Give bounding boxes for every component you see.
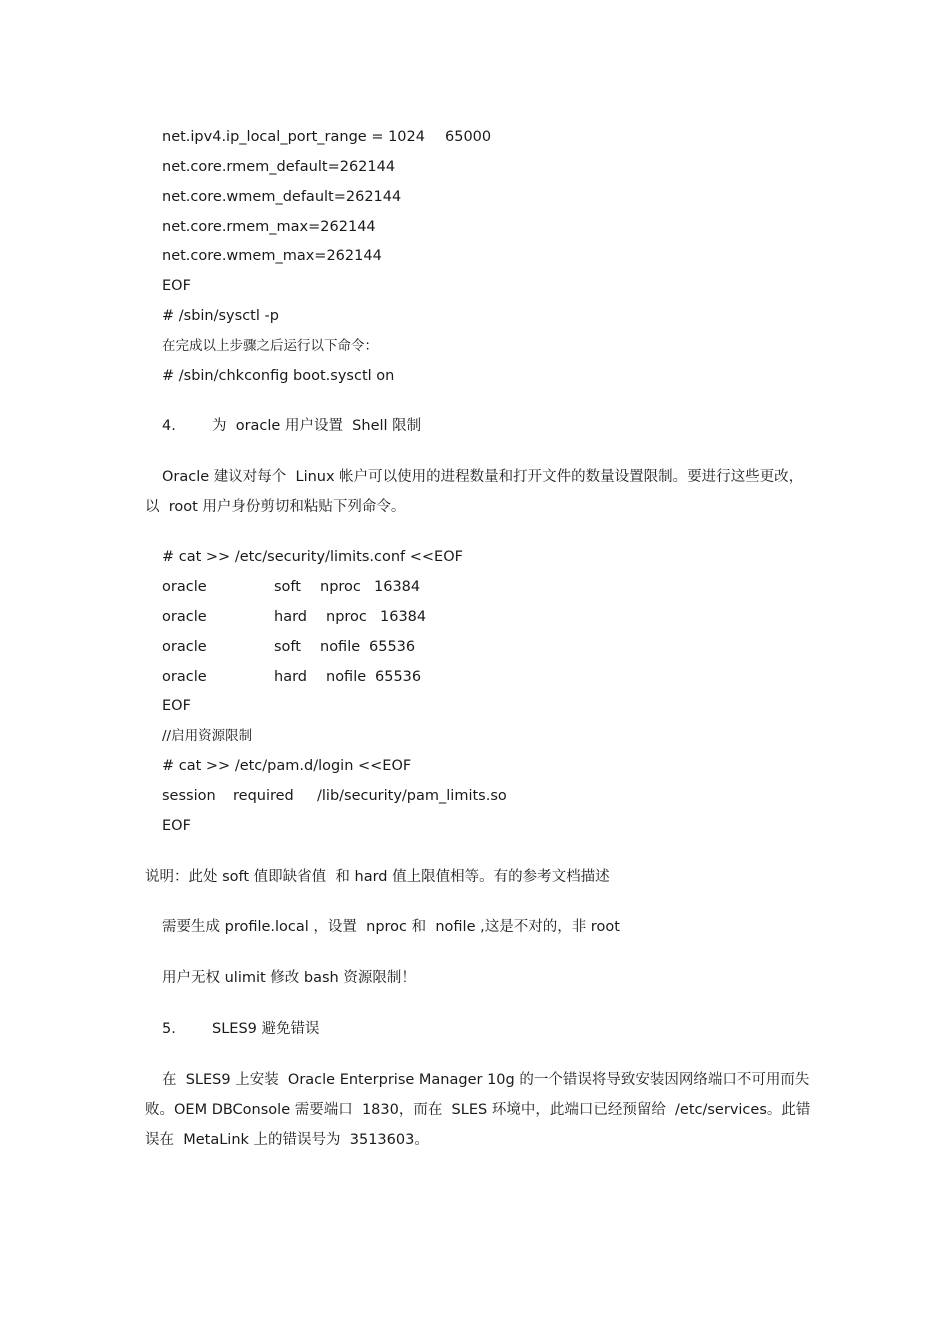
code-comment: //启用资源限制 — [162, 728, 253, 744]
limits-value: 65536 — [375, 669, 422, 685]
code-line-rmem-max: net.core.rmem_max=262144 — [162, 219, 376, 235]
code-line-limits-cat: # cat >> /etc/security/limits.conf <<EOF — [162, 549, 463, 565]
limits-item: nproc — [326, 609, 367, 625]
limits-item: nofile — [326, 669, 367, 685]
limits-type: soft — [274, 579, 301, 595]
section-5-para-line3: 误在 MetaLink 上的错误号为 3513603。 — [145, 1132, 429, 1148]
limits-user: oracle — [162, 669, 207, 685]
section-5-number: 5. — [162, 1021, 176, 1037]
section-5-title: SLES9 避免错误 — [212, 1021, 320, 1037]
limits-value: 65536 — [369, 639, 416, 655]
session-keyword: session — [162, 788, 216, 804]
limits-type: soft — [274, 639, 301, 655]
section-4-para-line1: Oracle 建议对每个 Linux 帐户可以使用的进程数量和打开文件的数量设置限制。要进行这些更改， — [162, 469, 804, 485]
note-line1: 说明：此处 soft 值即缺省值 和 hard 值上限值相等。有的参考文档描述 — [145, 869, 610, 885]
code-line-eof: EOF — [162, 698, 191, 714]
limits-item: nproc — [320, 579, 361, 595]
code-line-sysctl: # /sbin/sysctl -p — [162, 308, 279, 324]
session-control: required — [233, 788, 294, 804]
limits-user: oracle — [162, 639, 207, 655]
section-5-para-line2: 败。OEM DBConsole 需要端口 1830，而在 SLES 环境中，此端口已经预留给 /etc/services。此错 — [145, 1102, 811, 1118]
section-5-para-line1: 在 SLES9 上安装 Oracle Enterprise Manager 10g 的一个错误将导致安装因网络端口不可用而失 — [162, 1072, 810, 1088]
code-line-port-range-end: 65000 — [445, 129, 492, 145]
limits-item: nofile — [320, 639, 361, 655]
note-line3: 用户无权 ulimit 修改 bash 资源限制！ — [162, 970, 416, 986]
code-line-pam-cat: # cat >> /etc/pam.d/login <<EOF — [162, 758, 412, 774]
limits-user: oracle — [162, 579, 207, 595]
note-line2: 需要生成 profile.local ，设置 nproc 和 nofile ,这是不对的，非 root — [162, 919, 620, 935]
section-4-title: 为 oracle 用户设置 Shell 限制 — [212, 418, 422, 434]
limits-type: hard — [274, 609, 307, 625]
section-4-para-line2: 以 root 用户身份剪切和粘贴下列命令。 — [145, 499, 406, 515]
code-line-eof: EOF — [162, 278, 191, 294]
limits-value: 16384 — [374, 579, 421, 595]
limits-value: 16384 — [380, 609, 427, 625]
instruction-line: 在完成以上步骤之后运行以下命令： — [162, 338, 378, 354]
limits-type: hard — [274, 669, 307, 685]
code-line-port-range: net.ipv4.ip_local_port_range = 1024 — [162, 129, 425, 145]
section-4-number: 4. — [162, 418, 176, 434]
limits-user: oracle — [162, 609, 207, 625]
code-line-eof: EOF — [162, 818, 191, 834]
code-line-wmem-max: net.core.wmem_max=262144 — [162, 248, 382, 264]
code-line-rmem-default: net.core.rmem_default=262144 — [162, 159, 396, 175]
session-module: /lib/security/pam_limits.so — [317, 788, 507, 804]
code-line-chkconfig: # /sbin/chkconfig boot.sysctl on — [162, 368, 395, 384]
code-line-wmem-default: net.core.wmem_default=262144 — [162, 189, 402, 205]
